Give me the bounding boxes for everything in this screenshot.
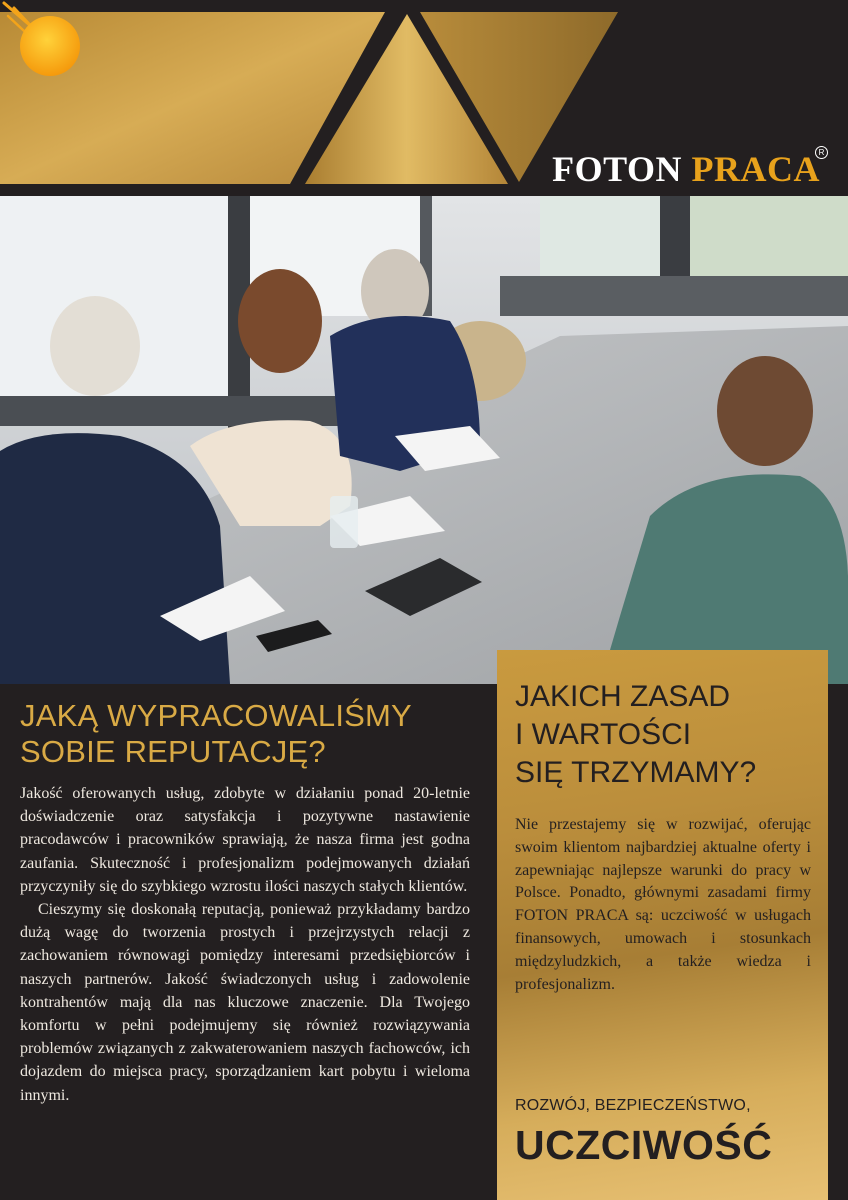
reputation-section <box>20 698 470 1107</box>
header <box>0 0 848 196</box>
brand-logo <box>552 148 820 190</box>
reputation-paragraph-1: Jakość oferowanych usług, zdobyte w działaniu ponad 20-letnie doświadczenie oraz satysfakcja i pozytywne nastawienie pracodawców i pracowników sprawiają, że nasza firma jest godna zaufania. Skuteczność i profesjonalizm podejmowanych działań przyczyniły się do szybkiego wzrostu ilości naszych stałych klientów. <box>20 785 470 895</box>
sun-with-rays-icon <box>0 0 90 80</box>
values-heading-line3: SIĘ TRZYMAMY? <box>515 756 757 789</box>
reputation-heading-line2: SOBIE REPUTACJĘ? <box>20 734 326 769</box>
values-heading <box>515 678 756 792</box>
values-tagline-small: ROZWÓJ, BEZPIECZEŃSTWO, <box>515 1097 751 1114</box>
registered-mark: R <box>815 146 828 159</box>
values-heading-line2: I WARTOŚCI <box>515 718 692 751</box>
brand-word-praca: PRACA <box>691 149 820 189</box>
values-box <box>497 650 828 1200</box>
reputation-paragraph-2: Cieszymy się doskonałą reputacją, ponieważ przykładamy bardzo dużą wagę do tworzenia prostych i przejrzystych relacji z zachowaniem równowagi pomiędzy interesami przedsiębiorców i naszych partnerów. Jakość świadczonych usług i zadowolenie kontrahentów mają dla nas kluczowe znaczenie. Dla Twojego komfortu w pełni podejmujemy się również rozwiązywania problemów związanych z zakwaterowaniem naszych fachowców, ich dojazdem do miejsca pracy, sporządzaniem kart pobytu i wieloma innymi. <box>20 901 470 1104</box>
values-paragraph: Nie przestajemy się w rozwijać, oferując swoim klientom najbardziej aktualne oferty i zapewniając najlepsze warunki do pracy w Polsce. Ponadto, głównymi zasadami firmy FOTON PRACA są: uczciwość w usługach finansowych, umowach i stosunkach międzyludzkich, a także wiedza i profesjonalizm. <box>515 816 811 993</box>
reputation-heading-line1: JAKĄ WYPRACOWALIŚMY <box>20 698 412 733</box>
job-interview-photo <box>0 196 848 684</box>
photo-illustration <box>0 196 848 684</box>
reputation-body <box>20 782 470 1107</box>
values-heading-line1: JAKICH ZASAD <box>515 680 731 713</box>
brand-word-foton: FOTON <box>552 149 683 189</box>
reputation-heading <box>20 698 470 770</box>
values-tagline-big: UCZCIWOŚĆ <box>515 1122 773 1168</box>
